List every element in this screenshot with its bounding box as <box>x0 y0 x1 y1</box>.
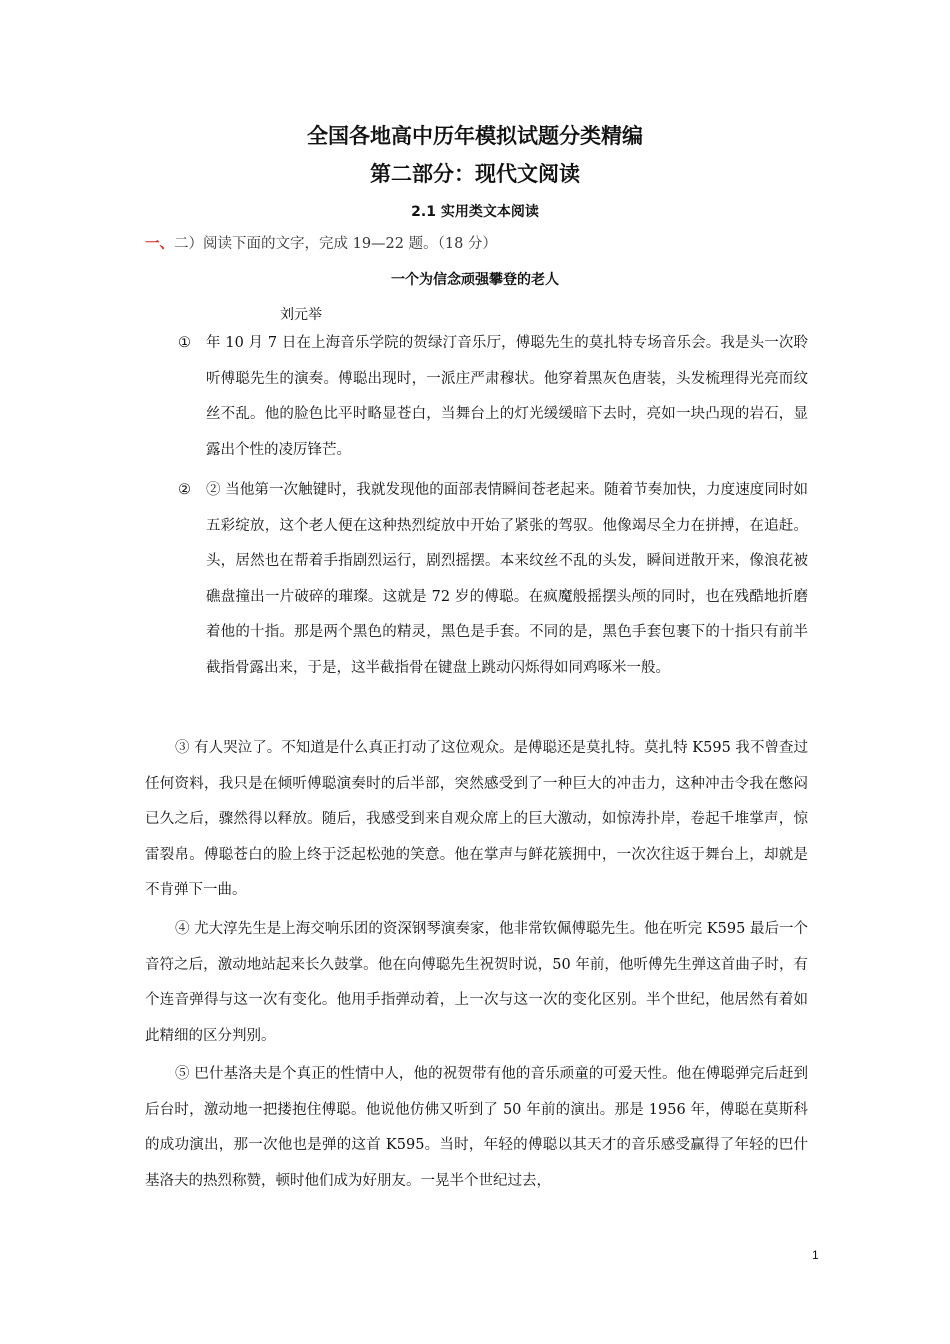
question-prefix: 一、 <box>145 235 174 252</box>
numbered-paragraph-1 <box>178 326 808 468</box>
part-heading: 第二部分：现代文阅读 <box>370 162 580 186</box>
paragraph-5: ⑤ 巴什基洛夫是个真正的性情中人，他的祝贺带有他的音乐顽童的可爱天性。他在傅聪弹完后赶到后台时，激动地一把搂抱住傅聪。他说他仿佛又听到了 50 年前的演出。那是 1956 年，傅聪在莫斯科的成功演出，那一次他也是弹的这首 K595。当时，年轻的傅聪以其天才的音乐感受赢得了年轻的巴什基洛夫的热烈称赞，顿时他们成为好朋友。一晃半个世纪过去， <box>145 1066 808 1189</box>
paragraph-3: ③ 有人哭泣了。不知道是什么真正打动了这位观众。是傅聪还是莫扎特。莫扎特 K595 我不曾查过任何资料，我只是在倾听傅聪演奏时的后半部，突然感受到了一种巨大的冲击力，这种冲击令我在憋闷已久之后，骤然得以释放。随后，我感受到来自观众席上的巨大激动，如惊涛扑岸，卷起千堆掌声，惊雷裂帛。傅聪苍白的脸上终于泛起松弛的笑意。他在掌声与鲜花簇拥中，一次次往返于舞台上，却就是不肯弹下一曲。 <box>145 740 808 898</box>
paragraph-text: 年 10 月 7 日在上海音乐学院的贺绿汀音乐厅，傅聪先生的莫扎特专场音乐会。我是头一次聆听傅聪先生的演奏。傅聪出现时，一派庄严肃穆状。他穿着黑灰色唐装，头发梳理得光亮而纹丝不乱。他的脸色比平时略显苍白，当舞台上的灯光缓缓暗下去时，亮如一块凸现的岩石，显露出个性的凌厉锋芒。 <box>206 335 808 458</box>
paragraph-4: ④ 尤大淳先生是上海交响乐团的资深钢琴演奏家，他非常钦佩傅聪先生。他在听完 K595 最后一个音符之后，激动地站起来长久鼓掌。他在向傅聪先生祝贺时说，50 年前，他听傅先生弹这首曲子时，有个连音弹得与这一次有变化。他用手指弹动着，上一次与这一次的变化区别。半个世纪，他居然有着如此精细的区分判别。 <box>145 921 808 1044</box>
paragraph-text: ② 当他第一次触键时，我就发现他的面部表情瞬间苍老起来。随着节奏加快，力度速度同时如五彩绽放，这个老人便在这种热烈绽放中开始了紧张的驾驭。他像竭尽全力在拼搏，在追赶。头，居然也在帮着手指剧烈运行，剧烈摇摆。本来纹丝不乱的头发，瞬间迸散开来，像浪花被礁盘撞出一片破碎的璀璨。这就是 72 岁的傅聪。在疯魔般摇摆头颅的同时，也在残酷地折磨着他的十指。那是两个黑色的精灵，黑色是手套。不同的是，黑色手套包裹下的十指只有前半截指骨露出来，于是，这半截指骨在键盘上跳动闪烁得如同鸡啄米一般。 <box>206 482 808 676</box>
question-text: 二）阅读下面的文字，完成 19—22 题。（18 分） <box>174 236 497 252</box>
list-marker: ① <box>178 335 191 351</box>
numbered-paragraph-2 <box>178 473 808 686</box>
list-marker: ② <box>178 482 191 498</box>
document-title: 全国各地高中历年模拟试题分类精编 <box>307 124 643 148</box>
page-number: 1 <box>812 1248 819 1262</box>
article-author: 刘元举 <box>280 307 322 323</box>
section-heading: 2.1 实用类文本阅读 <box>411 204 539 220</box>
question-instruction <box>145 232 497 253</box>
article-title: 一个为信念顽强攀登的老人 <box>391 272 559 288</box>
